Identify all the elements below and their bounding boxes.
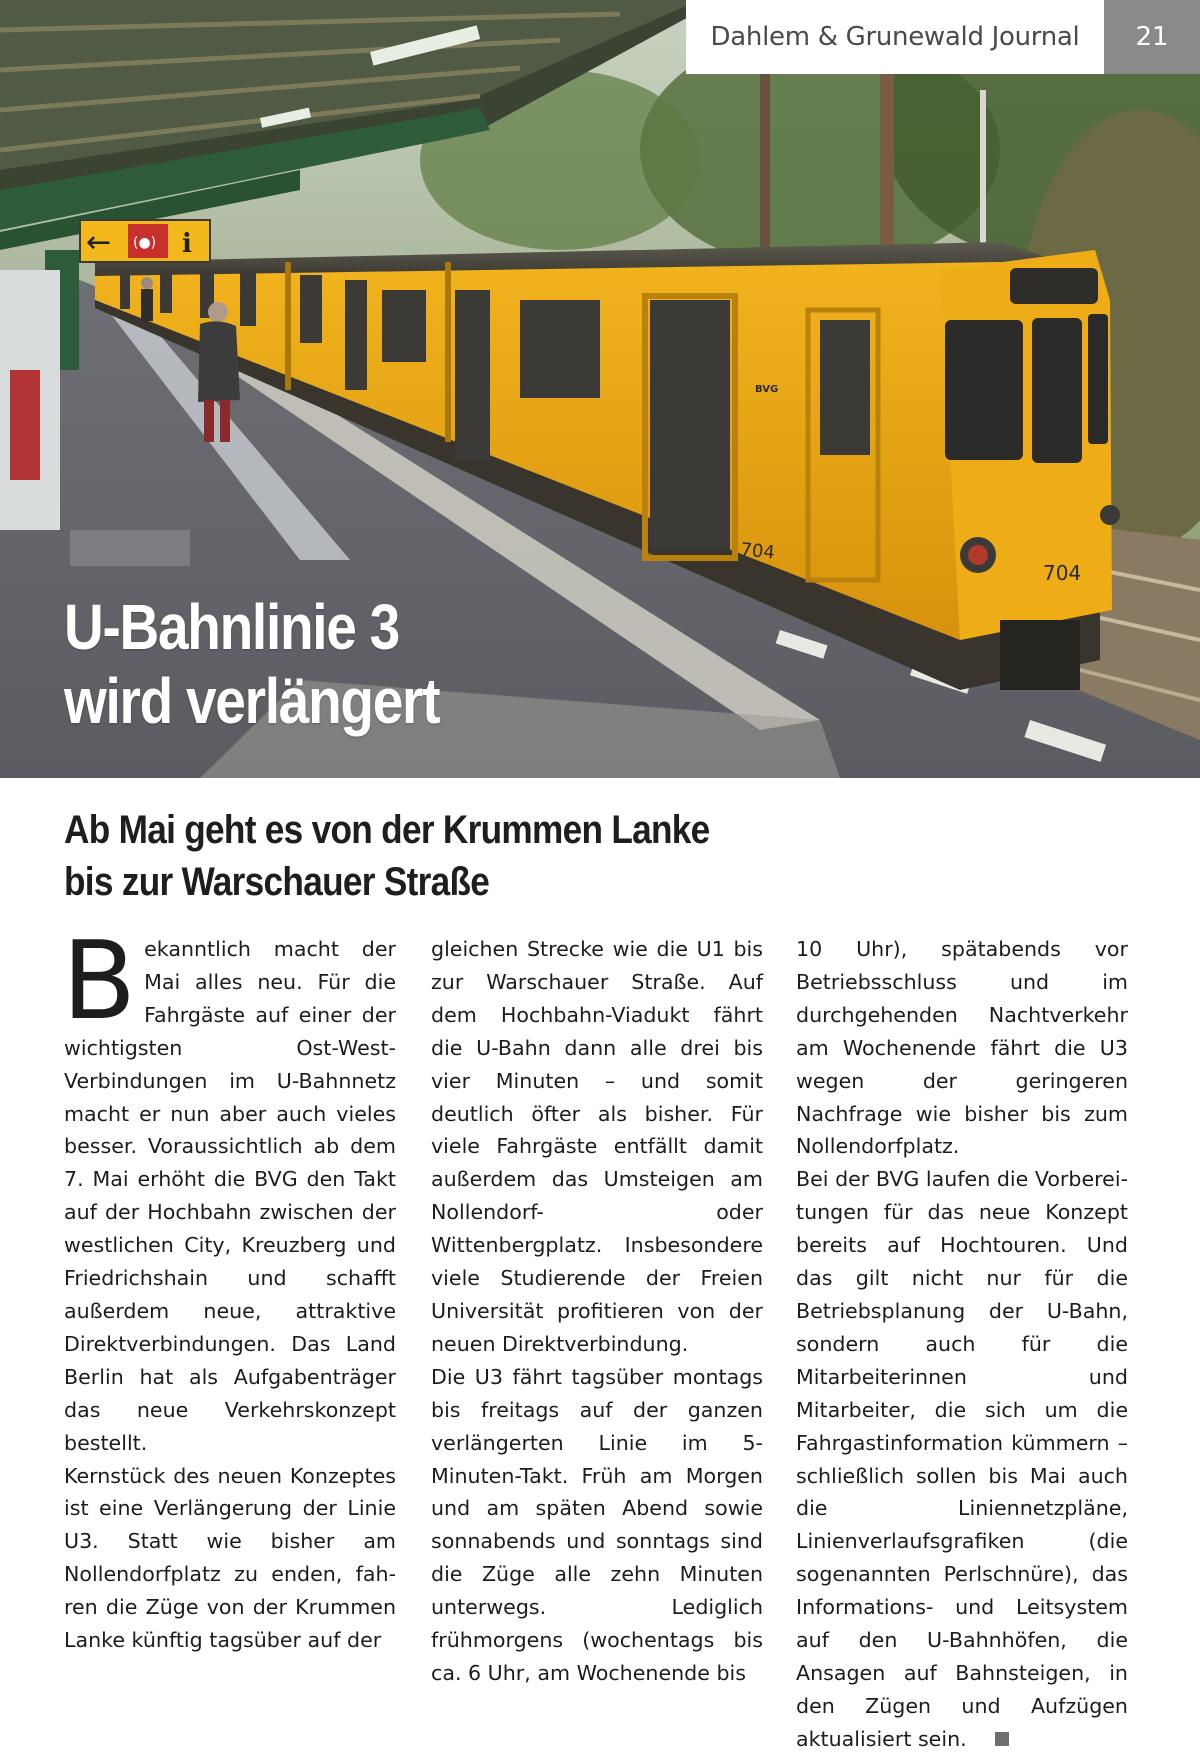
journal-name: Dahlem & Grunewald Journal (686, 0, 1104, 74)
arrow-left-icon: ← (86, 225, 112, 260)
text-column-1 (62, 919, 396, 1657)
info-icon: i (182, 229, 192, 259)
article-subtitle-line-2: bis zur Warschauer Straße (64, 860, 490, 904)
wifi-emergency-icon: (●) (133, 235, 157, 251)
running-header (686, 0, 1200, 74)
car-number-side: 704 (739, 539, 776, 564)
article-title-line-2: wird verlängert (64, 665, 440, 737)
article-subtitle (64, 804, 710, 908)
station-sign (80, 220, 210, 262)
paragraph: Kernstück des neuen Konzeptes ist eine Verlängerung der Linie U3. Statt wie bisher am Nollendorfplatz zu enden, fahren die Züge von der Krummen Lanke künftig tagsüber auf der (64, 1463, 396, 1653)
passenger-far (141, 277, 153, 321)
car-number-front: 704 (1043, 561, 1082, 585)
paragraph: 10 Uhr), spätabends vor Betriebsschluss und im durchgehenden Nachtverkehr am Wochenende fährt die U3 wegen der geringeren Nachfrage wie bisher bis zum Nollendorfplatz. (796, 937, 1128, 1159)
paragraph-text: ekanntlich macht der Mai alles neu. Für die Fahrgäste auf einer der wichtigsten Ost-West-Verbindungen im U-Bahnnetz macht er nun aber auch vieles besser. Voraussichtlich ab dem 7. Mai erhöht die BVG den Takt auf der Hochbahn zwischen der westlichen City, Kreuzberg und Friedrichshain und schafft außerdem neue, attraktive Direktverbindungen. Das Land Berlin hat als Aufgabenträger das neue Verkehrskonzept bestellt. (64, 937, 396, 1455)
article-subtitle-line-1: Ab Mai geht es von der Krummen Lanke (64, 808, 710, 852)
article-title-line-1: U-Bahnlinie 3 (64, 591, 399, 663)
paragraph (796, 1163, 1128, 1755)
drop-cap: B (62, 919, 137, 1044)
text-column-2 (431, 933, 763, 1690)
text-column-3 (796, 933, 1128, 1756)
page-number: 21 (1104, 0, 1200, 74)
paragraph: gleichen Strecke wie die U1 bis zur Warschauer Straße. Auf dem Hochbahn-Viadukt fährt die U-Bahn dann alle drei bis vier Minuten – und somit deutlich öfter als bisher. Für viele Fahrgäste entfällt damit außerdem das Umsteigen am Nollendorf- oder Wittenbergplatz. Insbesondere viele Studierende der Freien Universität profitieren von der neuen Direktverbindung. (431, 937, 763, 1356)
paragraph-text: Bei der BVG laufen die Vorbereitungen für das neue Konzept bereits auf Hochtouren. Und das gilt nicht nur für die Betriebsplanung der U-Bahn, sondern auch für die Mitarbeiterinnen und Mitarbeiter, die sich um die Fahrgastinformation kümmern – schließlich sollen bis Mai auch die Liniennetzpläne, Linienverlaufsgrafiken (die sogenannten Perlschnüre), das Informations- und Leitsystem auf den U-Bahnhöfen, die Ansagen auf Bahnsteigen, in den Zügen und Aufzügen aktualisiert sein. (796, 1167, 1128, 1751)
article-title (64, 590, 580, 738)
end-of-article-icon (995, 1732, 1009, 1746)
bvg-logo: BVG (755, 384, 779, 395)
paragraph (62, 919, 396, 1460)
paragraph: Die U3 fährt tagsüber montags bis freitags auf der ganzen verlängerten Linie im 5-Minuten-Takt. Früh am Morgen und am späten Abend sowie sonnabends und sonntags sind die Züge alle zehn Minuten unterwegs. Lediglich frühmorgens (wochentags bis ca. 6 Uhr, am Wochenende bis (431, 1364, 763, 1685)
